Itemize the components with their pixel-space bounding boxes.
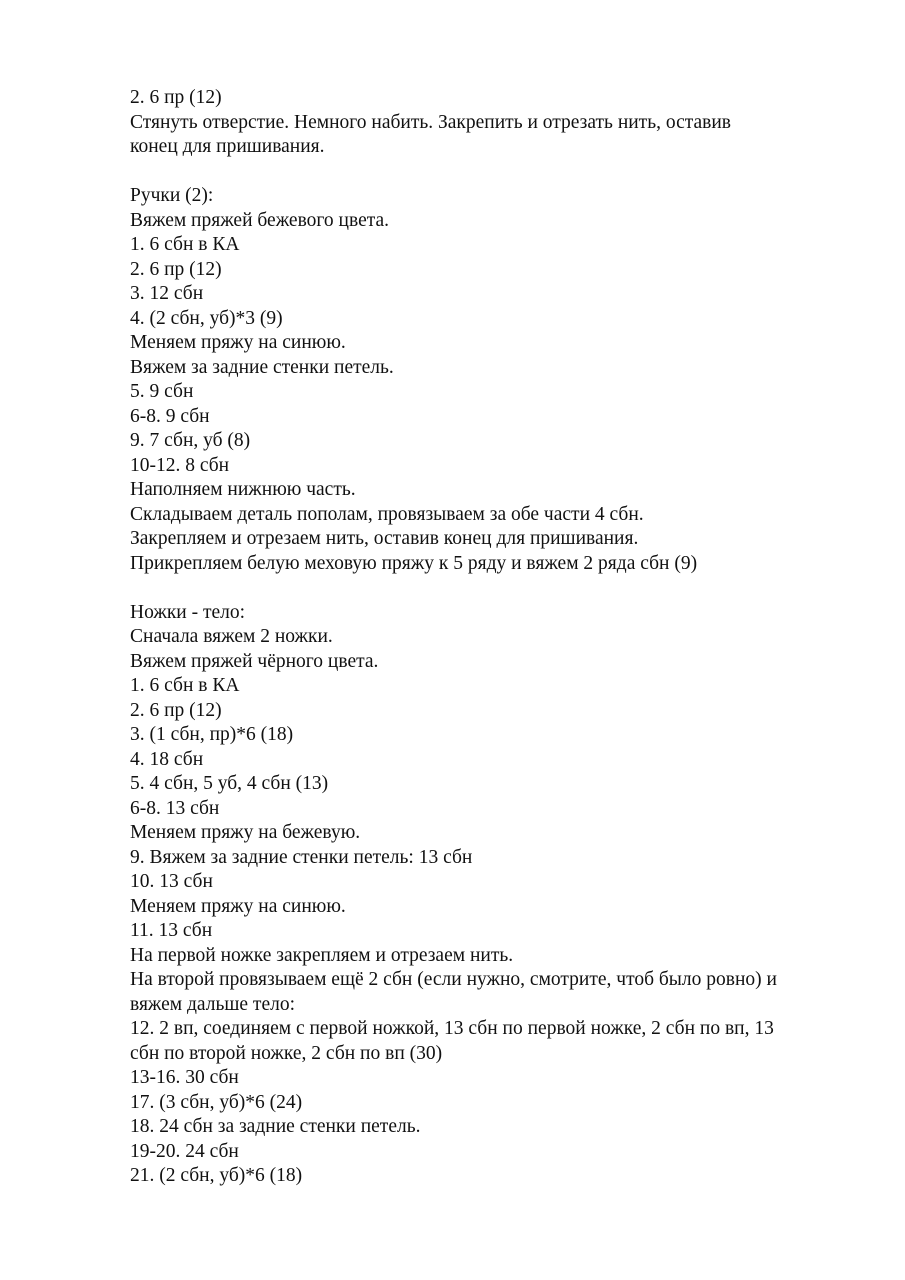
text-line: конец для пришивания.: [130, 136, 325, 157]
text-line: 5. 9 сбн: [130, 381, 194, 402]
text-line: Меняем пряжу на синюю.: [130, 895, 346, 917]
text-line: 2. 6 пр (12): [130, 87, 222, 108]
text-line: 9. 7 сбн, уб (8): [130, 430, 251, 451]
text-line: Вяжем пряжей бежевого цвета.: [130, 209, 390, 231]
text-line: Складываем деталь пополам, провязываем за обе части 4 сбн.: [130, 503, 644, 525]
text-line: Закрепляем и отрезаем нить, оставив конец для пришивания.: [130, 528, 639, 549]
text-line: Ручки (2):: [130, 185, 214, 206]
text-line: 11. 13 сбн: [130, 920, 213, 941]
text-line: 1. 6 сбн в КА: [130, 675, 240, 696]
text-line: 19-20. 24 сбн: [130, 1140, 239, 1162]
text-line: 2. 6 пр (12): [130, 258, 222, 280]
text-line: вяжем дальше тело:: [130, 993, 295, 1015]
text-line: 9. Вяжем за задние стенки петель: 13 сбн: [130, 846, 473, 868]
text-line: 12. 2 вп, соединяем с первой ножкой, 13 сбн по первой ножке, 2 сбн по вп, 13: [130, 1018, 774, 1039]
text-line: 21. (2 сбн, уб)*6 (18): [130, 1165, 303, 1186]
text-line: 17. (3 сбн, уб)*6 (24): [130, 1091, 303, 1113]
text-line: 6-8. 9 сбн: [130, 405, 210, 427]
text-line: Сначала вяжем 2 ножки.: [130, 626, 333, 647]
text-line: 4. (2 сбн, уб)*3 (9): [130, 307, 283, 329]
blank-line: [130, 576, 850, 601]
text-line: 18. 24 сбн за задние стенки петель.: [130, 1116, 421, 1137]
text-line: сбн по второй ножке, 2 сбн по вп (30): [130, 1042, 443, 1064]
text-line: Вяжем за задние стенки петель.: [130, 356, 394, 378]
text-line: 6-8. 13 сбн: [130, 797, 220, 819]
text-line: 13-16. 30 сбн: [130, 1067, 239, 1088]
text-line: Ножки - тело:: [130, 601, 246, 623]
document-body: [130, 86, 850, 1189]
blank-line: [130, 160, 850, 185]
text-line: 1. 6 сбн в КА: [130, 234, 240, 255]
text-line: 10. 13 сбн: [130, 871, 213, 892]
text-line: 2. 6 пр (12): [130, 699, 222, 721]
text-line: На первой ножке закрепляем и отрезаем нить.: [130, 944, 514, 966]
text-line: 4. 18 сбн: [130, 748, 204, 770]
text-line: Меняем пряжу на синюю.: [130, 332, 346, 353]
text-line: Вяжем пряжей чёрного цвета.: [130, 650, 379, 672]
text-line: Прикрепляем белую меховую пряжу к 5 ряду и вяжем 2 ряда сбн (9): [130, 552, 698, 574]
text-line: 10-12. 8 сбн: [130, 454, 230, 476]
text-line: Наполняем нижнюю часть.: [130, 479, 356, 500]
text-line: Меняем пряжу на бежевую.: [130, 822, 361, 843]
text-line: На второй провязываем ещё 2 сбн (если нужно, смотрите, чтоб было ровно) и: [130, 969, 777, 990]
text-line: 3. (1 сбн, пр)*6 (18): [130, 724, 294, 745]
text-line: 5. 4 сбн, 5 уб, 4 сбн (13): [130, 773, 329, 794]
text-line: 3. 12 сбн: [130, 283, 204, 304]
text-line: Стянуть отверстие. Немного набить. Закрепить и отрезать нить, оставив: [130, 111, 732, 133]
